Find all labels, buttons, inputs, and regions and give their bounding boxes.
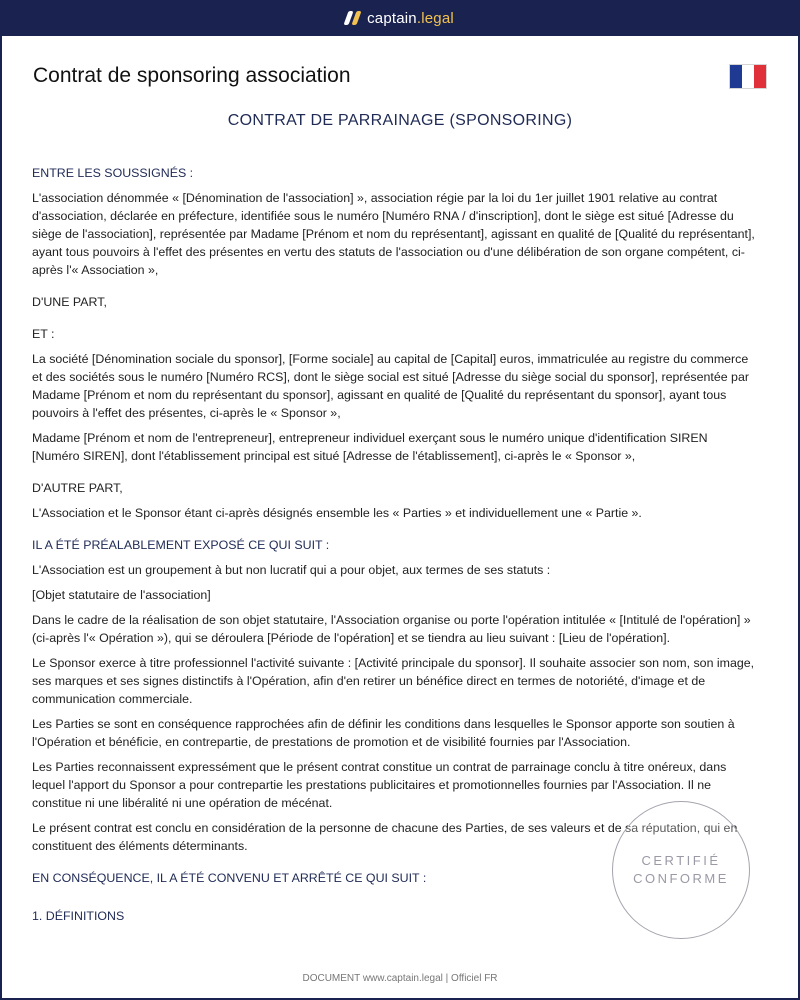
document-heading: CONTRAT DE PARRAINAGE (SPONSORING): [227, 112, 573, 129]
stamp-line-2: CONFORME: [633, 871, 729, 886]
top-bar: [0, 0, 800, 36]
section-preamble-heading: IL A ÉTÉ PRÉALABLEMENT EXPOSÉ CE QUI SUIT :: [32, 538, 330, 552]
captain-logo-icon: [344, 11, 362, 25]
paragraph-intuitu-personae: Le présent contrat est conclu en considération de la personne de chacune des Parties, de ses valeurs et de sa réputation, qui en constituent des éléments déterminants.: [32, 821, 738, 853]
flag-stripe-white: [742, 65, 754, 88]
paragraph-sponsor-company: La société [Dénomination sociale du sponsor], [Forme sociale] au capital de [Capital] euros, immatriculée au registre du commerce et des sociétés sous le numéro [Numéro RCS], dont le siège social est situé [Adresse du siège social du sponsor], représentée par Madame [Prénom et nom du représentant du sponsor], agissant en qualité de [Qualité du représentant du sponsor], ayant tous pouvoirs à l'effet des présentes, ci-après le « Sponsor »,: [32, 352, 749, 420]
paragraph-association: L'association dénommée « [Dénomination de l'association] », association régie par la loi du 1er juillet 1901 relative au contrat d'association, déclarée en préfecture, identifiée sous le numéro [Numéro RNA / d'inscription], dont le siège est situé [Adresse du siège de l'association], représentée par Madame [Prénom et nom du représentant], agissant en qualité de [Qualité du représentant], ayant tous pouvoirs à l'effet des présentes en vertu des statuts de l'association ou d'une délibération de son organe compétent, ci-après l'« Association »,: [32, 191, 755, 277]
page-title: Contrat de sponsoring association: [33, 64, 351, 87]
paragraph-dautre-part: D'AUTRE PART,: [32, 481, 123, 495]
paragraph-dune-part: D'UNE PART,: [32, 295, 107, 309]
paragraph-operation: Dans le cadre de la réalisation de son objet statutaire, l'Association organise ou porte l'opération intitulée « [Intitulé de l'opération] » (ci-après l'« Opération »), qui se déroulera [Période de l'opération] et se tiendra au lieu suivant : [Lieu de l'opération].: [32, 613, 751, 645]
certified-stamp: [612, 801, 750, 939]
flag-stripe-red: [754, 65, 766, 88]
paragraph-et: ET :: [32, 327, 55, 341]
stamp-line-1: CERTIFIÉ: [641, 853, 721, 868]
france-flag-icon[interactable]: [729, 64, 767, 89]
paragraph-sponsor-individual: Madame [Prénom et nom de l'entrepreneur], entrepreneur individuel exerçant sous le numéro unique d'identification SIREN [Numéro SIREN], dont l'établissement principal est situé [Adresse de l'établissement], ci-après le « Sponsor »,: [32, 431, 708, 463]
brand-logo[interactable]: [346, 10, 454, 27]
paragraph-association-purpose: L'Association est un groupement à but non lucratif qui a pour objet, aux termes de ses statuts :: [32, 563, 551, 577]
section-agreement-heading: EN CONSÉQUENCE, IL A ÉTÉ CONVENU ET ARRÊTÉ CE QUI SUIT :: [32, 871, 427, 885]
section-definitions-heading: 1. DÉFINITIONS: [32, 909, 125, 923]
document-page: [2, 36, 798, 998]
section-parties-heading: ENTRE LES SOUSSIGNÉS :: [32, 166, 194, 180]
paragraph-sponsor-activity: Le Sponsor exerce à titre professionnel l'activité suivante : [Activité principale du sponsor]. Il souhaite associer son nom, son image, ses marques et ses signes distinctifs à l'Opération, afin d'en retirer un bénéfice direct en termes de notoriété, d'image et de communication commerciale.: [32, 656, 755, 706]
paragraph-conditions: Les Parties se sont en conséquence rapprochées afin de définir les conditions dans lesquelles le Sponsor apporte son soutien à l'Opération et bénéficie, en contrepartie, de prestations de promotion et de visibilité fournies par l'Association.: [32, 717, 735, 749]
paragraph-contract-nature: Les Parties reconnaissent expressément que le présent contrat constitue un contrat de parrainage conclu à titre onéreux, dans lequel l'apport du Sponsor a pour contrepartie les prestations publicitaires et promotionnelles fournies par l'Association. Il ne constitue ni une libéralité ni une opération de mécénat.: [32, 760, 727, 810]
flag-stripe-blue: [730, 65, 742, 88]
paragraph-parties-definition: L'Association et le Sponsor étant ci-après désignés ensemble les « Parties » et individuellement une « Partie ».: [32, 506, 642, 520]
page-footer: DOCUMENT www.captain.legal | Officiel FR: [302, 973, 498, 984]
paragraph-statutory-object: [Objet statutaire de l'association]: [32, 588, 211, 602]
brand-name: captain.legal: [367, 9, 454, 27]
